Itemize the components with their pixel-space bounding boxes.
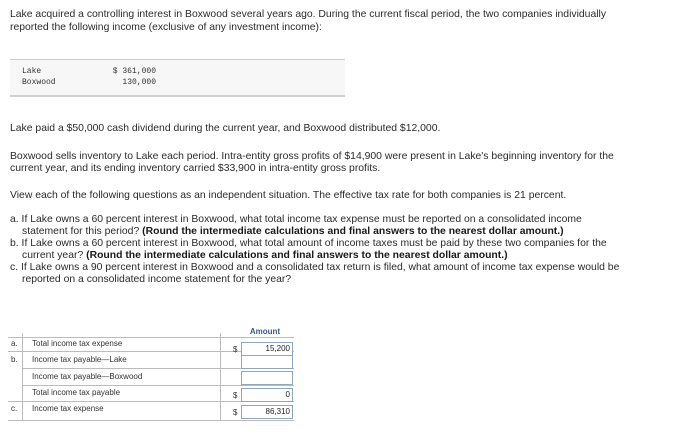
intro-text-2: reported the following income (exclusive of any investment income): <box>10 22 322 33</box>
income-amount-boxwood: 130,000 <box>122 78 156 87</box>
answer-input-c[interactable]: 86,310 <box>241 405 293 419</box>
income-company-lake: Lake <box>22 67 42 76</box>
intro-text: Lake acquired a controlling interest in Boxwood several years ago. During the current fiscal period, the two companies individually <box>10 9 607 20</box>
inventory-text-2: current year, and its ending inventory carried $33,900 in intra-entity gross profits. <box>10 163 381 174</box>
income-table <box>10 59 345 97</box>
row-letter-a: a. <box>11 339 18 348</box>
question-b-line2: current year? (Round the intermediate calculations and final answers to the nearest dollar amount.) <box>22 250 508 261</box>
row-label-income-tax-payable-boxwood: Income tax payable—Boxwood <box>32 372 143 381</box>
answer-input-a[interactable]: 15,200 <box>241 342 293 356</box>
row-letter-b: b. <box>11 355 18 364</box>
inventory-text-1: Boxwood sells inventory to Lake each period. Intra-entity gross profits of $14,900 were present in Lake's beginning inventory for the <box>10 151 614 162</box>
question-c-line2: reported on a consolidated income statement for the year? <box>22 274 292 285</box>
question-a-line1: a. If Lake owns a 60 percent interest in Boxwood, what total income tax expense must be reported on a consolidated income <box>10 214 582 225</box>
row-label-total-income-tax-payable: Total income tax payable <box>32 388 121 397</box>
dollar-sign-a: $ <box>233 345 238 354</box>
dollar-sign-c: $ <box>233 408 238 417</box>
question-c-line1: c. If Lake owns a 90 percent interest in Boxwood and a consolidated tax return is filed, what amount of income tax expense would be <box>10 262 620 273</box>
answer-table <box>8 327 294 421</box>
row-label-total-income-tax-expense: Total income tax expense <box>32 339 123 348</box>
question-b-line1: b. If Lake owns a 60 percent interest in Boxwood, what total amount of income taxes must be paid by these two companies for the <box>10 238 607 249</box>
row-label-income-tax-expense: Income tax expense <box>32 404 104 413</box>
answer-input-b-lake[interactable] <box>241 355 293 369</box>
dollar-sign-b: $ <box>233 391 238 400</box>
income-amount-lake: $ 361,000 <box>112 67 156 76</box>
answer-input-b-boxwood[interactable] <box>241 371 293 385</box>
question-a-line2: statement for this period? (Round the intermediate calculations and final answers to the nearest dollar amount.) <box>22 226 564 237</box>
amount-header: Amount <box>249 327 281 336</box>
tax-text: View each of the following questions as an independent situation. The effective tax rate for both companies is 21 percent. <box>10 190 567 201</box>
row-letter-c: c. <box>11 404 18 413</box>
dividend-text: Lake paid a $50,000 cash dividend during the current year, and Boxwood distributed $12,000. <box>10 123 441 134</box>
income-company-boxwood: Boxwood <box>22 78 56 87</box>
row-label-income-tax-payable-lake: Income tax payable—Lake <box>32 355 127 364</box>
answer-input-b-total[interactable]: 0 <box>241 388 293 402</box>
